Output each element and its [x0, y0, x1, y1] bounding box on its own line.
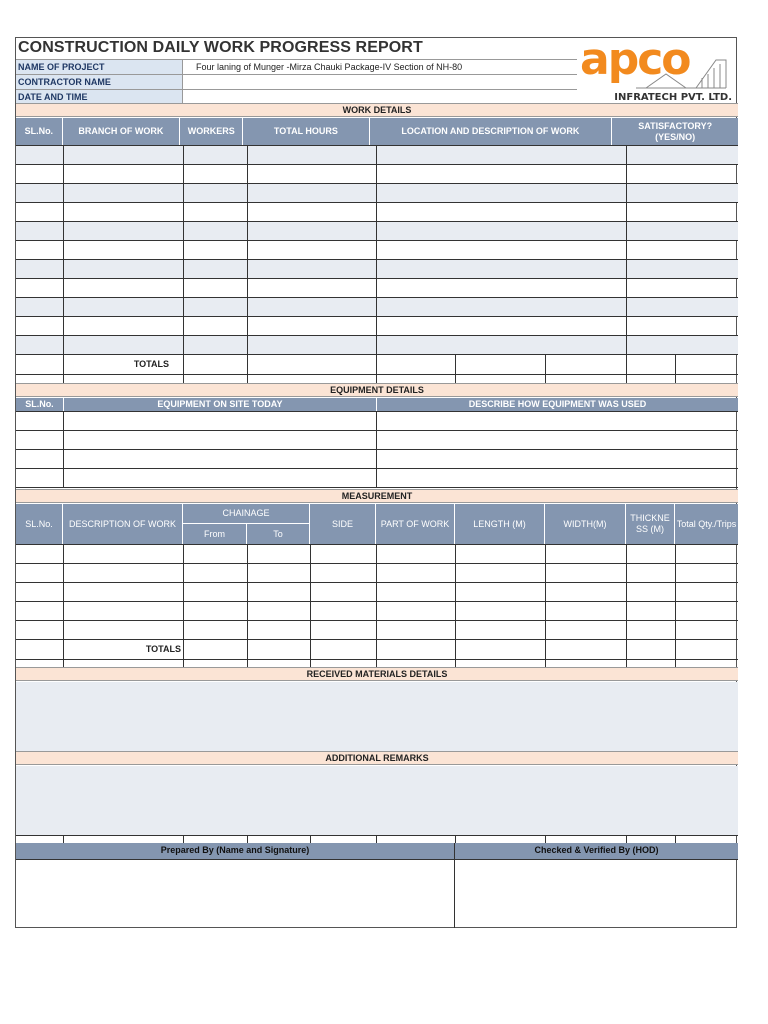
work-row[interactable] — [16, 297, 738, 316]
grid-divider — [626, 354, 627, 385]
equipment-row[interactable] — [16, 449, 738, 468]
report-title: CONSTRUCTION DAILY WORK PROGRESS REPORT — [18, 39, 423, 56]
grid-divider — [183, 544, 184, 639]
grid-divider — [310, 639, 311, 667]
col-meas-side: SIDE — [310, 504, 376, 544]
grid-divider — [63, 145, 64, 354]
project-name-value[interactable]: Four laning of Munger -Mirza Chauki Package-IV Section of NH-80 — [183, 59, 577, 74]
col-total-hours: TOTAL HOURS — [243, 118, 369, 145]
grid-divider — [376, 145, 377, 354]
grid-divider — [626, 544, 627, 639]
grid-divider — [376, 354, 377, 385]
received-materials-section-title: RECEIVED MATERIALS DETAILS — [16, 667, 738, 681]
work-row[interactable] — [16, 183, 738, 202]
grid-divider — [376, 411, 377, 487]
grid-divider — [247, 354, 248, 385]
col-sl-no: SL.No. — [16, 118, 63, 145]
col-meas-from: From — [183, 524, 247, 544]
work-row[interactable] — [16, 240, 738, 259]
measurement-row[interactable] — [16, 563, 738, 582]
col-equipment-sl-no: SL.No. — [16, 398, 64, 411]
project-name-label: NAME OF PROJECT — [16, 59, 183, 74]
equipment-row[interactable] — [16, 430, 738, 449]
measurement-header — [16, 504, 738, 544]
grid-divider — [16, 487, 738, 488]
col-meas-sl-no: SL.No. — [16, 504, 63, 544]
col-meas-to: To — [247, 524, 310, 544]
equipment-row[interactable] — [16, 411, 738, 430]
grid-divider — [63, 544, 64, 639]
report-sheet — [15, 37, 737, 928]
measurement-row[interactable] — [16, 582, 738, 601]
work-details-section-title: WORK DETAILS — [16, 103, 738, 117]
measurement-totals-label: TOTALS — [145, 644, 181, 654]
col-meas-length: LENGTH (M) — [455, 504, 545, 544]
col-satisfactory: SATISFACTORY? (YES/NO) — [612, 118, 738, 145]
col-meas-total: Total Qty./Trips — [675, 504, 738, 544]
grid-divider — [247, 145, 248, 354]
grid-divider — [626, 145, 627, 354]
grid-divider — [376, 544, 377, 639]
contractor-name-label: CONTRACTOR NAME — [16, 74, 183, 89]
received-materials-area[interactable] — [16, 682, 738, 751]
prepared-by-signature-area[interactable] — [16, 859, 455, 928]
date-time-label: DATE AND TIME — [16, 89, 183, 104]
checked-by-signature-area[interactable] — [455, 859, 738, 928]
col-workers: WORKERS — [180, 118, 243, 145]
grid-divider — [455, 639, 456, 667]
measurement-section-title: MEASUREMENT — [16, 489, 738, 503]
grid-divider — [247, 544, 248, 639]
grid-divider — [183, 145, 184, 354]
work-row[interactable] — [16, 335, 738, 354]
work-row[interactable] — [16, 278, 738, 297]
additional-remarks-area[interactable] — [16, 766, 738, 835]
grid-divider — [63, 411, 64, 487]
prepared-by-label: Prepared By (Name and Signature) — [16, 843, 455, 859]
grid-divider — [183, 354, 184, 385]
work-row[interactable] — [16, 145, 738, 164]
equipment-header-row — [16, 398, 738, 411]
col-location-description: LOCATION AND DESCRIPTION OF WORK — [370, 118, 613, 145]
date-time-value[interactable] — [183, 89, 577, 104]
col-meas-description: DESCRIPTION OF WORK — [63, 504, 183, 544]
grid-divider — [455, 544, 456, 639]
col-meas-thickness: THICKNESS (M) — [626, 504, 675, 544]
measurement-row[interactable] — [16, 620, 738, 639]
col-meas-width: WIDTH(M) — [545, 504, 626, 544]
grid-divider — [545, 544, 546, 639]
work-row[interactable] — [16, 259, 738, 278]
logo-wordmark: apco — [580, 38, 690, 85]
col-equipment-usage: DESCRIBE HOW EQUIPMENT WAS USED — [377, 398, 738, 411]
contractor-name-value[interactable] — [183, 74, 577, 89]
grid-divider — [675, 354, 676, 385]
logo-tagline: INFRATECH PVT. LTD. — [614, 92, 732, 102]
work-row[interactable] — [16, 316, 738, 335]
grid-divider — [310, 544, 311, 639]
grid-divider — [376, 639, 377, 667]
grid-divider — [16, 659, 738, 660]
spacer-row — [16, 835, 738, 843]
equipment-grid[interactable] — [16, 411, 738, 489]
grid-divider — [675, 639, 676, 667]
equipment-details-section-title: EQUIPMENT DETAILS — [16, 383, 738, 397]
work-details-header-row — [16, 118, 738, 145]
work-totals-label: TOTALS — [133, 359, 169, 369]
grid-divider — [183, 639, 184, 667]
checked-by-label: Checked & Verified By (HOD) — [455, 843, 738, 859]
col-branch-of-work: BRANCH OF WORK — [63, 118, 181, 145]
col-equipment-on-site: EQUIPMENT ON SITE TODAY — [64, 398, 377, 411]
grid-divider — [455, 354, 456, 385]
col-meas-part: PART OF WORK — [376, 504, 455, 544]
grid-divider — [16, 374, 738, 375]
col-meas-chainage: CHAINAGE — [183, 504, 310, 524]
grid-divider — [545, 639, 546, 667]
measurement-row[interactable] — [16, 544, 738, 563]
work-row[interactable] — [16, 164, 738, 183]
grid-divider — [626, 639, 627, 667]
work-row[interactable] — [16, 221, 738, 240]
additional-remarks-section-title: ADDITIONAL REMARKS — [16, 751, 738, 765]
work-row[interactable] — [16, 202, 738, 221]
equipment-row[interactable] — [16, 468, 738, 487]
grid-divider — [675, 544, 676, 639]
grid-divider — [247, 639, 248, 667]
grid-divider — [545, 354, 546, 385]
work-details-grid[interactable] — [16, 145, 738, 385]
apco-logo — [576, 38, 734, 102]
measurement-row[interactable] — [16, 601, 738, 620]
